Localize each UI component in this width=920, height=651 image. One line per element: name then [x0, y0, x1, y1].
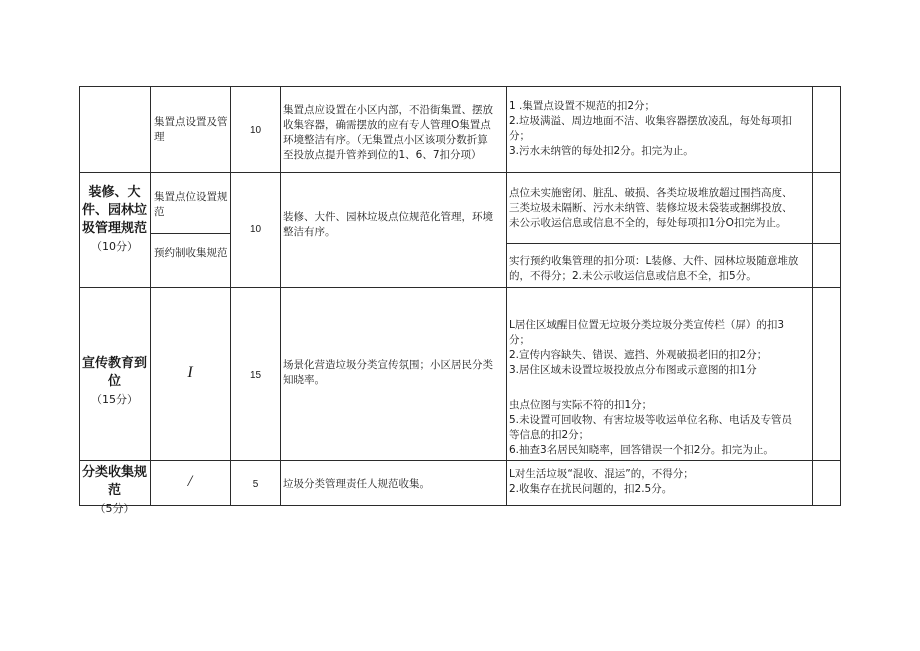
- item-score: 15: [249, 370, 262, 381]
- category-education: [81, 355, 148, 409]
- not-applicable-mark: /: [187, 473, 193, 490]
- item-score: 10: [249, 125, 262, 136]
- item-requirement: 垃圾分类管理责任人规范收集。: [283, 478, 430, 490]
- item-requirement: 装修、大件、园林垃圾点位规范化管理，环境 整洁有序。: [283, 211, 493, 238]
- item-deductions: 点位未实施密闭、脏乱、破损、各类垃圾堆放超过围挡高度、 三类垃圾未隔断、污水未纳管、装修垃圾未袋装或捆绑投放、 未公示收运信息或信息不全的，每处每项扣1分O扣完为止。: [509, 187, 793, 229]
- item-requirement: 集置点应设置在小区内部，不沿街集置、摆放 收集容器，确需摆放的应有专人管理O集置点 环境整洁有序。（无集置点小区该项分数折算 至投放点提升管养到位的1、6、7扣分项）: [283, 104, 493, 161]
- category-title: 分类收集规范: [81, 465, 147, 498]
- item-deductions-continued: 虫点位图与实际不符的扣1分； 5.未设置可回收物、有害垃圾等收运单位名称、电话及专管员 等信息的扣2分； 6.抽查3名居民知晓率，回答错误一个扣2分。扣完为止。: [509, 399, 793, 456]
- item-name: 集置点位设置规范: [154, 191, 228, 218]
- category-title: 宣传教育到位: [81, 356, 147, 389]
- item-deductions: L居住区域醒目位置无垃圾分类垃圾分类宣传栏（屏）的扣3 分； 2.宣传内容缺失、错误、遮挡、外观破损老旧的扣2分； 3.居住区域未设置垃圾投放点分布图或示意图的扣1分: [509, 319, 785, 376]
- item-name: 预约制收集规范: [154, 247, 228, 259]
- item-deductions: 实行预约收集管理的扣分项：L装修、大件、园林垃圾随意堆放 的，不得分；2.未公示收运信息或信息不全，扣5分。: [509, 255, 799, 282]
- category-title: 装修、大件、园林垃圾管理规范: [81, 185, 147, 236]
- category-collection: [81, 464, 148, 518]
- item-score: 10: [249, 224, 262, 235]
- category-decoration: [81, 184, 148, 256]
- category-points: （5分）: [94, 502, 135, 515]
- category-points: （15分）: [91, 393, 138, 406]
- not-applicable-mark: I: [187, 364, 193, 381]
- item-deductions: 1 .集置点设置不规范的扣2分； 2.垃圾满溢、周边地面不洁、收集容器摆放凌乱，每处每项扣 分； 3.污水未纳管的每处扣2分。扣完为止。: [509, 100, 793, 157]
- category-points: （10分）: [91, 240, 138, 253]
- item-score: 5: [252, 479, 259, 490]
- item-name: 集置点设置及管理: [154, 116, 228, 143]
- item-deductions: L对生活垃圾“混收、混运”的，不得分； 2.收集存在扰民问题的，扣2.5分。: [509, 468, 694, 495]
- item-requirement: 场景化营造垃圾分类宣传氛围；小区居民分类 知晓率。: [283, 359, 493, 386]
